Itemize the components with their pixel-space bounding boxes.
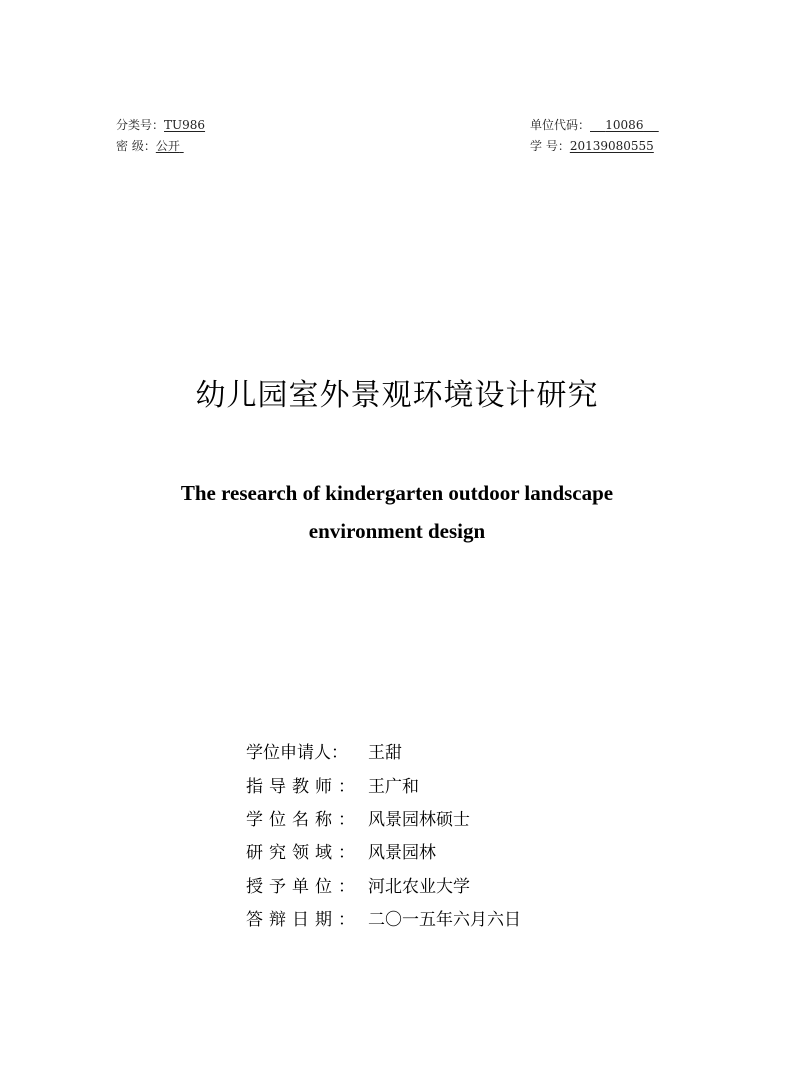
- classification-label: 分类号：: [116, 118, 165, 132]
- field-label: 研究领域：: [246, 843, 361, 864]
- degree-value: 风景园林硕士: [368, 809, 470, 830]
- thesis-title-english-line1: The research of kindergarten outdoor landscape: [180, 481, 614, 505]
- info-row-institution: [246, 868, 521, 901]
- info-row-defense-date: [246, 901, 521, 934]
- supervisor-label: 指导教师：: [246, 776, 361, 797]
- security-value: 公开: [155, 139, 180, 153]
- security-level: [116, 138, 184, 154]
- degree-label: 学位名称：: [246, 809, 361, 830]
- student-number-value: 20139080555: [569, 139, 654, 153]
- info-row-applicant: [246, 734, 521, 767]
- classification-value: TU986: [164, 118, 206, 132]
- info-row-degree: [246, 801, 521, 834]
- applicant-value: 王甜: [368, 743, 402, 764]
- defense-date-label: 答辩日期：: [246, 910, 361, 931]
- info-row-supervisor: [246, 767, 521, 800]
- institution-label: 授予单位：: [246, 876, 361, 897]
- student-number-label: 学 号：: [530, 139, 570, 153]
- field-value: 风景园林: [368, 843, 436, 864]
- applicant-info: [246, 734, 521, 934]
- student-number: [530, 138, 654, 154]
- unit-code-label: 单位代码：: [530, 118, 591, 132]
- thesis-title-english: [0, 474, 794, 550]
- thesis-title-chinese: 幼儿园室外景观环境设计研究: [195, 378, 599, 413]
- supervisor-value: 王广和: [368, 776, 419, 797]
- thesis-title-english-line2: environment design: [308, 519, 486, 543]
- defense-date-value: 二〇一五年六月六日: [368, 910, 521, 931]
- security-label: 密 级：: [116, 139, 156, 153]
- info-row-field: [246, 834, 521, 867]
- unit-code: [530, 117, 659, 133]
- unit-code-value: 10086: [605, 118, 644, 132]
- classification-number: [116, 117, 205, 133]
- institution-value: 河北农业大学: [368, 876, 470, 897]
- applicant-label: 学位申请人：: [246, 743, 348, 764]
